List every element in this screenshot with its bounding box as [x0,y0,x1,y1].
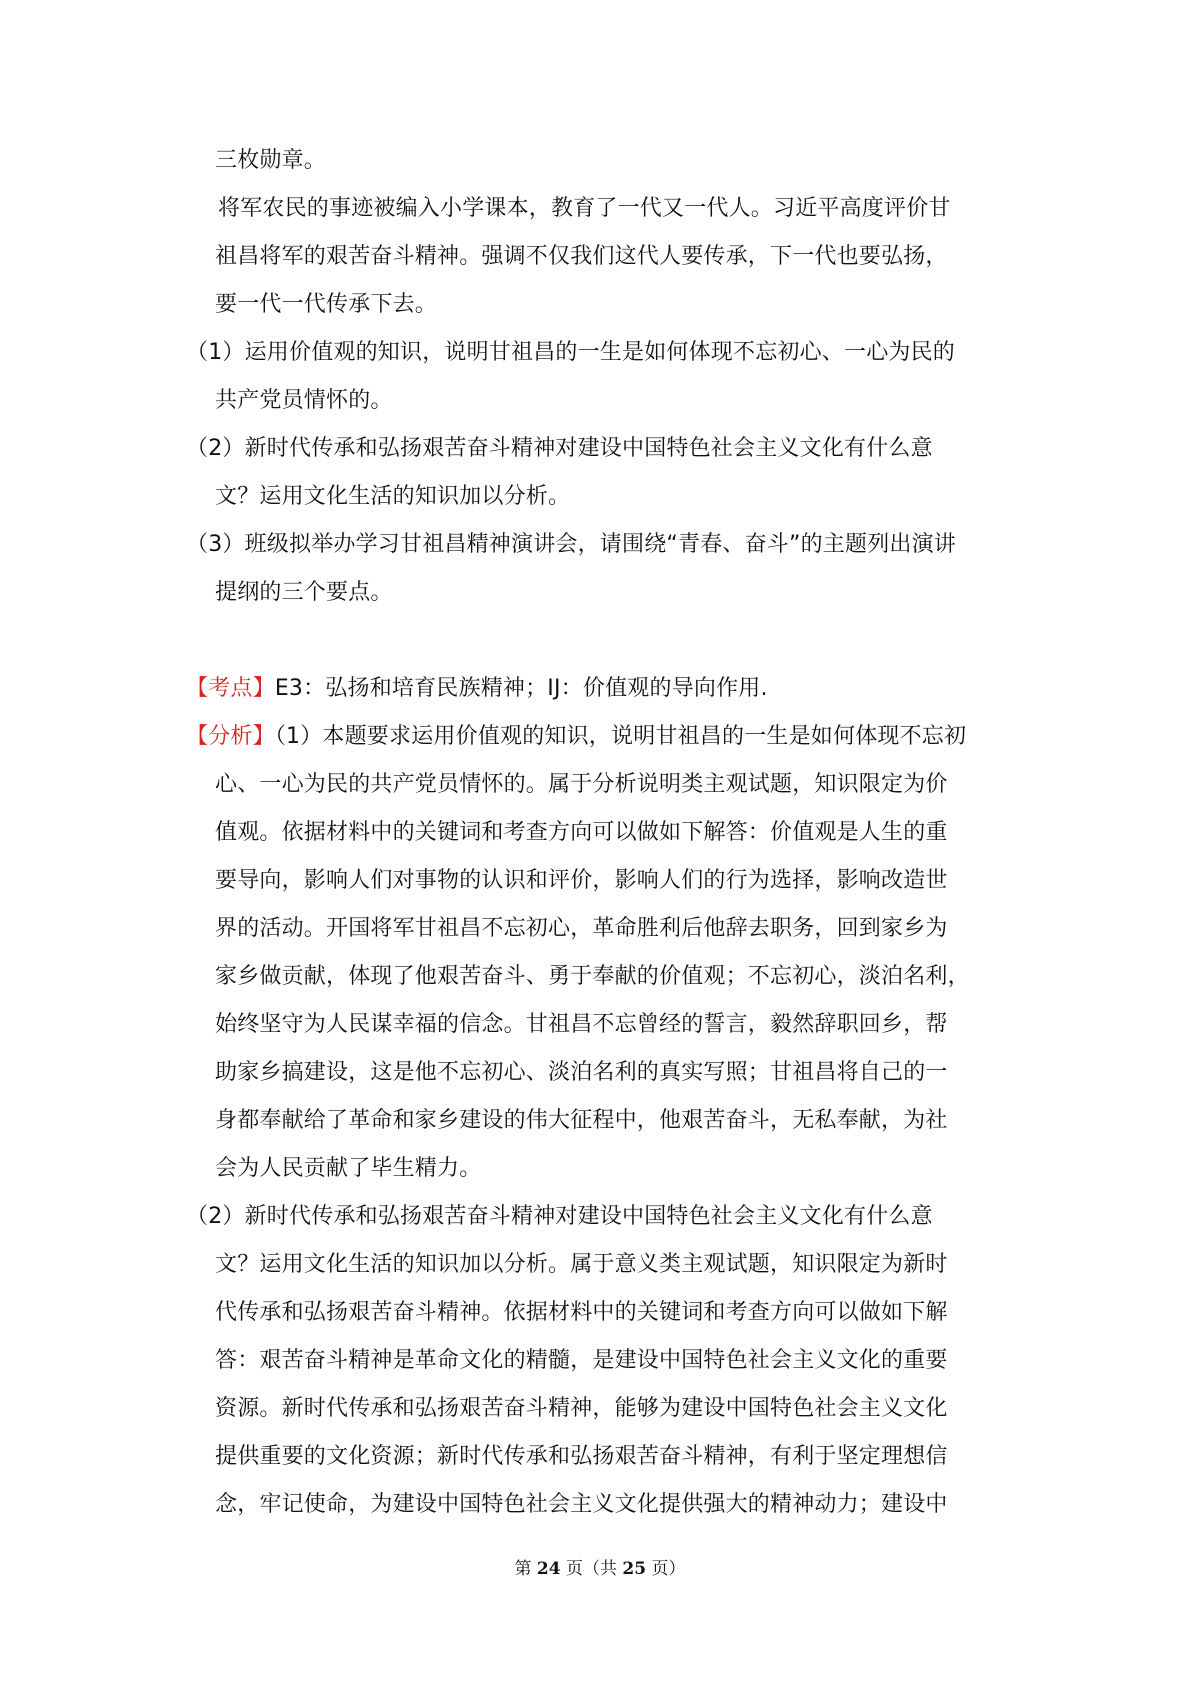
fenxi-line: 要导向，影响人们对事物的认识和评价，影响人们的行为选择，影响改造世 [215,868,948,893]
fenxi-line: 会为人民贡献了毕生精力。 [215,1156,482,1181]
fenxi-line: 家乡做贡献，体现了他艰苦奋斗、勇于奉献的价值观；不忘初心，淡泊名利， [215,964,970,989]
fenxi-part2-line: 念，牢记使命，为建设中国特色社会主义文化提供强大的精神动力；建设中 [215,1492,948,1517]
footer-total-pages: 25 [622,1559,647,1579]
fenxi-line: 助家乡搞建设，这是他不忘初心、淡泊名利的真实写照；甘祖昌将自己的一 [215,1060,948,1085]
question-1-line-1: （1）运用价值观的知识，说明甘祖昌的一生是如何体现不忘初心、一心为民的 [186,340,955,365]
fenxi-part2-line: 答：艰苦奋斗精神是革命文化的精髓，是建设中国特色社会主义文化的重要 [215,1348,948,1373]
intro-line-3: 祖昌将军的艰苦奋斗精神。强调不仅我们这代人要传承，下一代也要弘扬， [215,244,948,269]
fenxi-line-1 [186,722,966,752]
footer-prefix: 第 [514,1559,532,1579]
fenxi-label: 【分析】 [186,724,275,749]
fenxi-part2-line: 提供重要的文化资源；新时代传承和弘扬艰苦奋斗精神，有利于坚定理想信 [215,1444,948,1469]
footer-middle: 页（共 [566,1559,617,1579]
question-3-line-1: （3）班级拟举办学习甘祖昌精神演讲会，请围绕“青春、奋斗”的主题列出演讲 [186,532,956,557]
kaodian-label: 【考点】 [186,676,275,701]
fenxi-part2-line-1: （2）新时代传承和弘扬艰苦奋斗精神对建设中国特色社会主义文化有什么意 [186,1204,933,1229]
kaodian-text: E3：弘扬和培育民族精神；IJ：价值观的导向作用. [274,676,768,701]
footer-suffix: 页） [651,1559,686,1579]
question-3-line-2: 提纲的三个要点。 [215,580,393,605]
kaodian-line [186,674,768,704]
fenxi-part2-line: 文？运用文化生活的知识加以分析。属于意义类主观试题，知识限定为新时 [215,1252,948,1277]
intro-line-4: 要一代一代传承下去。 [215,292,438,317]
intro-line-2: 将军农民的事迹被编入小学课本，教育了一代又一代人。习近平高度评价甘 [218,196,951,221]
fenxi-line: 值观。依据材料中的关键词和考查方向可以做如下解答：价值观是人生的重 [215,820,948,845]
fenxi-part2-line: 代传承和弘扬艰苦奋斗精神。依据材料中的关键词和考查方向可以做如下解 [215,1300,948,1325]
question-2-line-2: 文？运用文化生活的知识加以分析。 [215,484,571,509]
fenxi-part2-line: 资源。新时代传承和弘扬艰苦奋斗精神，能够为建设中国特色社会主义文化 [215,1396,948,1421]
question-2-line-1: （2）新时代传承和弘扬艰苦奋斗精神对建设中国特色社会主义文化有什么意 [186,436,933,461]
fenxi-line: 始终坚守为人民谋幸福的信念。甘祖昌不忘曾经的誓言，毅然辞职回乡，帮 [215,1012,948,1037]
question-1-line-2: 共产党员情怀的。 [215,388,393,413]
fenxi-line: 身都奉献给了革命和家乡建设的伟大征程中，他艰苦奋斗，无私奉献，为社 [215,1108,948,1133]
fenxi-line: 心、一心为民的共产党员情怀的。属于分析说明类主观试题，知识限定为价 [215,772,948,797]
page-footer [0,1554,1200,1579]
footer-page-number: 24 [536,1559,561,1579]
intro-line-1: 三枚勋章。 [215,148,327,173]
fenxi-line: 界的活动。开国将军甘祖昌不忘初心，革命胜利后他辞去职务，回到家乡为 [215,916,948,941]
fenxi-first-line: （1）本题要求运用价值观的知识，说明甘祖昌的一生是如何体现不忘初 [274,724,967,749]
